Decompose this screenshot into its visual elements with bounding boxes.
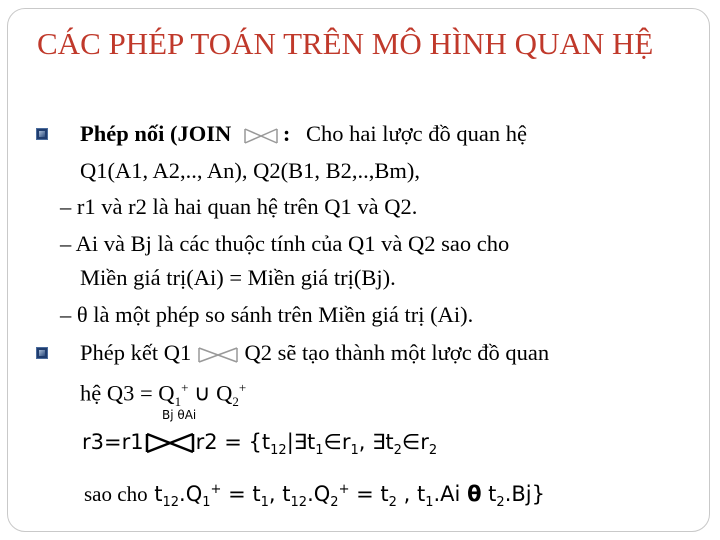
join-symbol-icon bbox=[144, 431, 196, 455]
dash-item-theta: – θ là một phép so sánh trên Miền giá trị (Ai). bbox=[60, 302, 474, 327]
formula-sub-d: 2 bbox=[393, 443, 402, 459]
dash-item-ai-bj: – Ai và Bj là các thuộc tính của Q1 và Q2 sao cho bbox=[60, 231, 510, 256]
formula2-h: , t bbox=[396, 482, 426, 506]
formula-part-c: ∈r bbox=[323, 430, 351, 454]
join-definition-line bbox=[80, 119, 527, 149]
formula-line-1 bbox=[82, 430, 437, 458]
result-text-b: Q2 sẽ tạo thành một lược đồ quan bbox=[244, 340, 550, 365]
formula-sub-e: 2 bbox=[428, 443, 438, 459]
formula2-j: t bbox=[481, 482, 497, 506]
schema-line: Q1(A1, A2,.., An), Q2(B1, B2,..,Bm), bbox=[80, 158, 421, 183]
formula2-c-sup: + bbox=[210, 482, 222, 497]
result-text-a: Phép kết Q1 bbox=[80, 340, 192, 365]
formula2-e: , t bbox=[268, 482, 291, 506]
union-operator: ∪ Q bbox=[188, 380, 233, 406]
join-heading: Phép nối (JOIN bbox=[80, 121, 232, 146]
formula2-b-sub: 12 bbox=[162, 495, 180, 511]
formula2-k: .Bj} bbox=[504, 482, 545, 506]
formula-line-2 bbox=[84, 482, 545, 510]
union-sup-1: + bbox=[181, 380, 189, 395]
formula2-c-sub: 1 bbox=[202, 495, 211, 511]
formula2-h-sub: 1 bbox=[425, 495, 434, 511]
join-definition-text: Cho hai lược đồ quan hệ bbox=[306, 121, 527, 146]
theta-symbol: θ bbox=[467, 482, 482, 506]
union-sub-2: 2 bbox=[232, 394, 239, 409]
formula2-sao-cho: sao cho bbox=[84, 482, 148, 506]
join-symbol-icon bbox=[241, 125, 283, 147]
join-symbol-icon bbox=[195, 344, 241, 366]
formula2-f-sup: + bbox=[338, 482, 350, 497]
join-condition-label: Bj θAi bbox=[162, 408, 197, 422]
union-text: hệ Q3 = Q bbox=[80, 380, 175, 406]
formula-part-a: r2 = {t bbox=[195, 430, 271, 454]
join-heading-colon: : bbox=[282, 121, 291, 146]
formula2-d: = t bbox=[221, 482, 261, 506]
formula-sub-a: 12 bbox=[270, 443, 287, 459]
formula2-d-sub: 1 bbox=[260, 495, 269, 511]
formula2-c: .Q bbox=[179, 482, 203, 506]
formula-part-d: , ∃t bbox=[358, 430, 394, 454]
formula2-e-sub: 12 bbox=[290, 495, 308, 511]
formula2-f: .Q bbox=[307, 482, 331, 506]
formula-part-b: |∃t bbox=[286, 430, 316, 454]
bullet-square-icon bbox=[36, 347, 48, 359]
formula-left: r3=r1 bbox=[82, 430, 144, 454]
dash-item-domain: Miền giá trị(Ai) = Miền giá trị(Bj). bbox=[80, 265, 396, 290]
formula2-i: .Ai bbox=[433, 482, 461, 506]
formula-sub-b: 1 bbox=[315, 443, 324, 459]
formula2-g: = t bbox=[349, 482, 389, 506]
union-sup-2: + bbox=[238, 380, 247, 395]
formula2-b: t bbox=[154, 482, 163, 506]
slide-title: CÁC PHÉP TOÁN TRÊN MÔ HÌNH QUAN HỆ bbox=[37, 26, 654, 61]
formula2-j-sub: 2 bbox=[496, 495, 505, 511]
formula2-f-sub: 2 bbox=[330, 495, 339, 511]
formula-part-e: ∈r bbox=[401, 430, 429, 454]
bullet-square-icon bbox=[36, 128, 48, 140]
dash-item-r1-r2: – r1 và r2 là hai quan hệ trên Q1 và Q2. bbox=[60, 194, 418, 219]
formula2-g-sub: 2 bbox=[388, 495, 397, 511]
result-schema-line bbox=[80, 338, 549, 368]
formula-sub-c: 1 bbox=[350, 443, 359, 459]
union-sub-1: 1 bbox=[174, 394, 182, 409]
